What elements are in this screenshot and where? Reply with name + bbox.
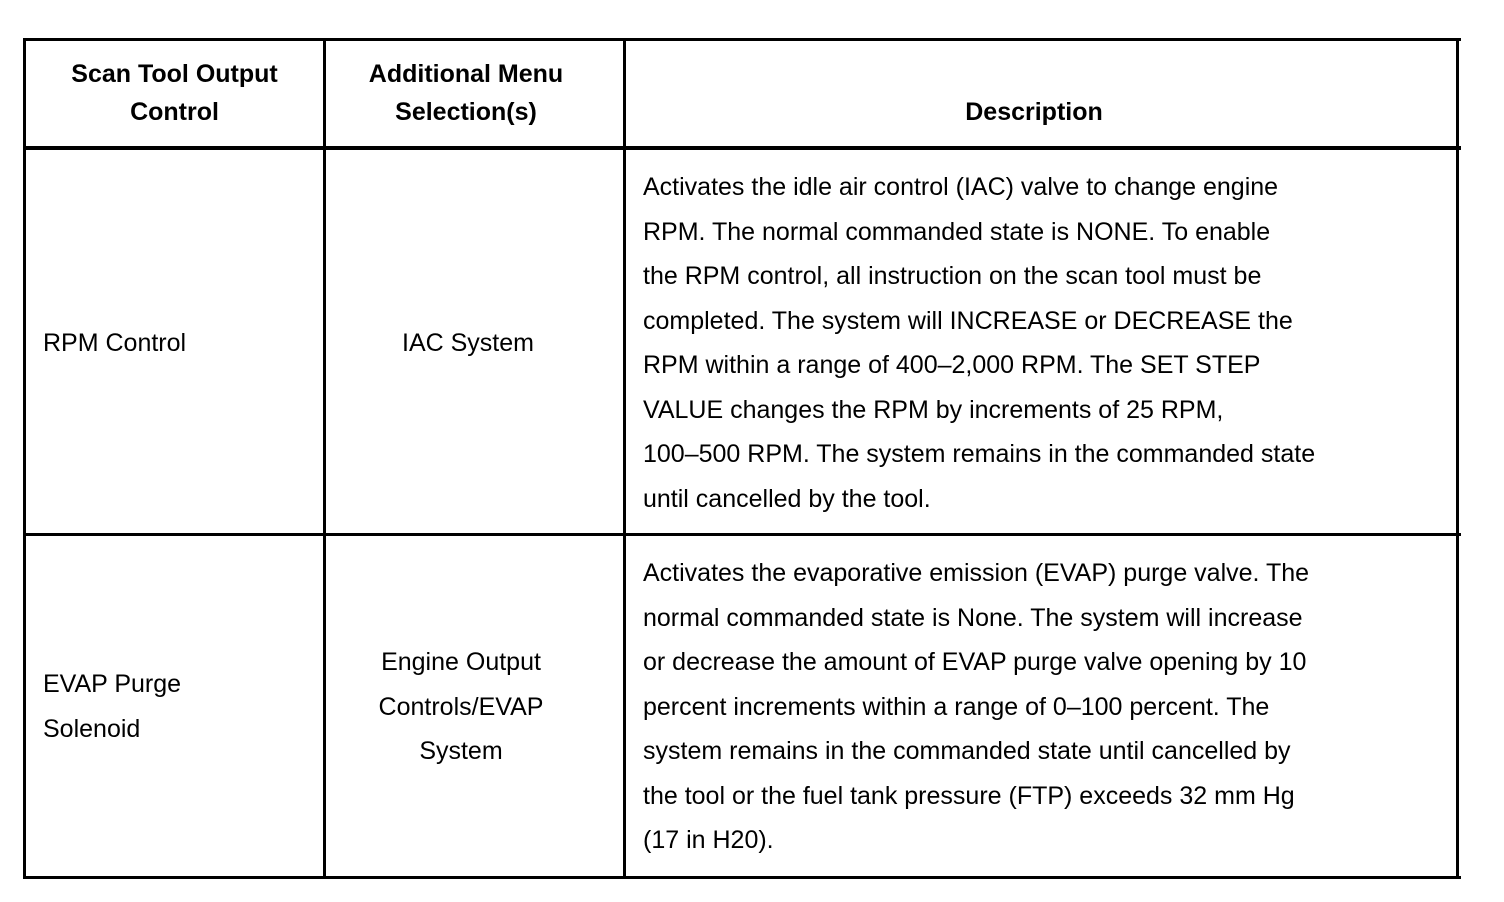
description-line: (17 in H20). [643, 826, 774, 854]
table-border-bottom [23, 876, 1461, 879]
cell-text-line: EVAP Purge [43, 670, 182, 698]
header-additional-menu-selections [326, 55, 606, 131]
description-line: until cancelled by the tool. [643, 484, 931, 513]
header-text-line: Control [130, 98, 219, 126]
cell-text-line: Controls/EVAP [378, 692, 544, 721]
description-line: or decrease the amount of EVAP purge valve opening by 10 [643, 648, 1307, 676]
description-line: the tool or the fuel tank pressure (FTP) exceeds 32 mm Hg [643, 781, 1295, 810]
table-border-right [1456, 38, 1459, 879]
description-line: normal commanded state is None. The system will increase [643, 603, 1303, 632]
table-border-top [23, 38, 1461, 41]
table-row-rpm-control-name [43, 321, 313, 366]
description-line: 100–500 RPM. The system remains in the commanded state [643, 440, 1316, 468]
table-row-evap-purge-description [643, 551, 1443, 863]
header-description [626, 93, 1442, 131]
cell-text-line: Engine Output [381, 648, 541, 676]
header-text-line: Additional Menu [368, 60, 564, 88]
table-row-evap-purge-menu [326, 640, 596, 774]
description-line: system remains in the commanded state until cancelled by [643, 737, 1291, 765]
table-row-rpm-control-menu [326, 321, 610, 366]
table-border-left [23, 38, 26, 879]
header-text-line: Description [965, 98, 1103, 126]
cell-text-line: IAC System [402, 329, 534, 357]
table-row-evap-purge-name [43, 662, 313, 751]
cell-text-line: RPM Control [43, 329, 187, 357]
header-text-line: Scan Tool Output [71, 60, 278, 88]
header-scan-tool-output-control [26, 55, 323, 131]
description-line: percent increments within a range of 0–100 percent. The [643, 692, 1270, 721]
cell-text-line: Solenoid [43, 714, 141, 743]
description-line: VALUE changes the RPM by increments of 25 RPM, [643, 395, 1224, 424]
description-line: completed. The system will INCREASE or DECREASE the [643, 306, 1293, 335]
description-line: Activates the idle air control (IAC) valve to change engine [643, 173, 1279, 201]
header-divider [23, 146, 1461, 150]
header-text-line: Selection(s) [395, 98, 537, 126]
cell-text-line: System [419, 737, 503, 765]
column-divider-2 [623, 38, 626, 879]
description-line: RPM. The normal commanded state is NONE. To enable [643, 217, 1271, 246]
description-line: Activates the evaporative emission (EVAP) purge valve. The [643, 559, 1310, 587]
row-divider [23, 533, 1461, 536]
description-line: the RPM control, all instruction on the scan tool must be [643, 262, 1262, 290]
description-line: RPM within a range of 400–2,000 RPM. The SET STEP [643, 351, 1261, 379]
table-row-rpm-control-description [643, 165, 1443, 521]
